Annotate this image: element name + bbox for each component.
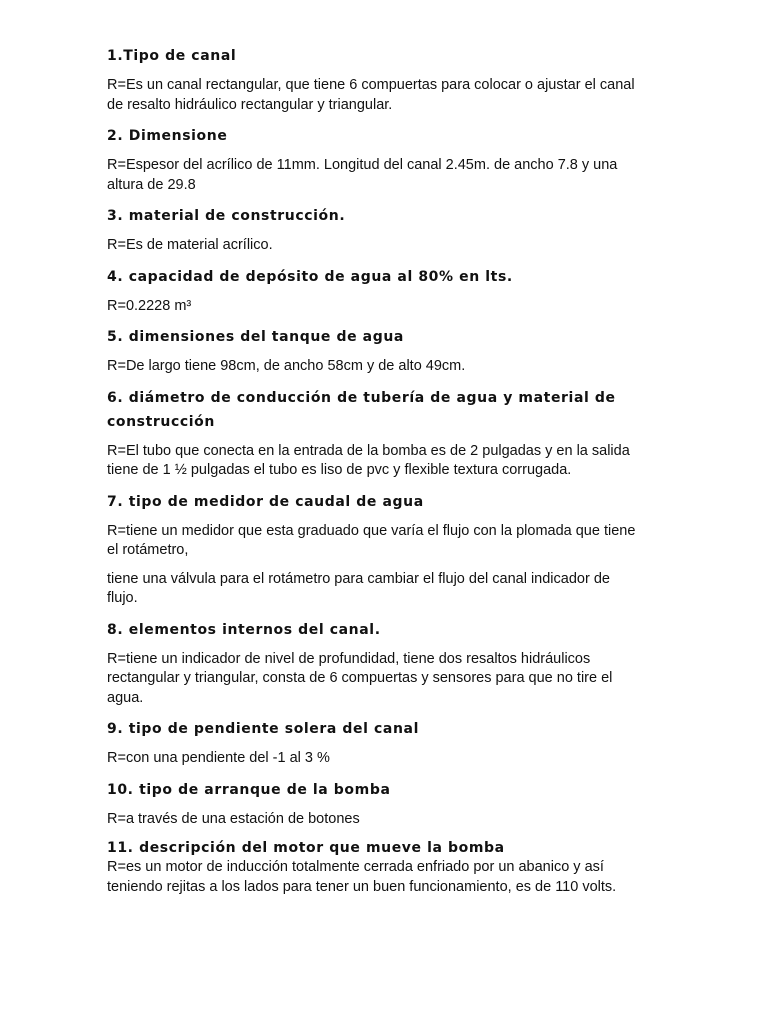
qa-item-3	[107, 204, 682, 256]
answer-text: R=con una pendiente del -1 al 3 %	[107, 750, 330, 766]
answer-text: R=Espesor del acrílico de 11mm. Longitud del canal 2.45m. de ancho 7.8 y una altura de 29.8	[107, 157, 618, 193]
answer-text: R=El tubo que conecta en la entrada de la bomba es de 2 pulgadas y en la salida tiene de 1 ½ pulgadas el tubo es liso de pvc y flexible textura corrugada.	[107, 442, 630, 478]
answer-text: R=0.2228 m³	[107, 297, 192, 314]
qa-item-1	[107, 44, 682, 115]
question-heading: 2. Dimensione	[107, 128, 228, 144]
qa-item-11	[107, 838, 682, 897]
answer-text: tiene una válvula para el rotámetro para cambiar el flujo del canal indicador de flujo.	[107, 570, 610, 606]
answer-text: R=tiene un indicador de nivel de profundidad, tiene dos resaltos hidráulicos rectangular y triangular, consta de 6 compuertas y sensores para que no tire el agua.	[107, 650, 613, 706]
document-page	[107, 44, 682, 906]
question-heading: 4. capacidad de depósito de agua al 80% en lts.	[107, 268, 513, 285]
qa-item-2	[107, 124, 682, 195]
answer-text: R=tiene un medidor que esta graduado que varía el flujo con la plomada que tiene el rotámetro,	[107, 522, 636, 558]
qa-item-7	[107, 490, 682, 609]
qa-item-8	[107, 618, 682, 709]
question-heading: 8. elementos internos del canal.	[107, 621, 381, 638]
answer-text: R=a través de una estación de botones	[107, 810, 360, 827]
question-heading: 10. tipo de arranque de la bomba	[107, 781, 391, 798]
question-heading: 5. dimensiones del tanque de agua	[107, 329, 404, 345]
answer-text: R=Es de material acrílico.	[107, 237, 273, 253]
qa-item-9	[107, 717, 682, 769]
question-heading: 7. tipo de medidor de caudal de agua	[107, 493, 424, 510]
answer-text: R=De largo tiene 98cm, de ancho 58cm y de alto 49cm.	[107, 358, 466, 374]
question-heading: 6. diámetro de conducción de tubería de agua y material de construcción	[107, 389, 616, 430]
answer-text: R=Es un canal rectangular, que tiene 6 compuertas para colocar o ajustar el canal de resalto hidráulico rectangular y triangular.	[107, 77, 635, 113]
answer-text: R=es un motor de inducción totalmente cerrada enfriado por un abanico y así teniendo rejitas a los lados para tener un buen funcionamiento, es de 110 volts.	[107, 859, 617, 895]
question-heading: 3. material de construcción.	[107, 208, 346, 224]
question-heading: 9. tipo de pendiente solera del canal	[107, 721, 419, 737]
qa-item-4	[107, 265, 682, 317]
qa-item-5	[107, 325, 682, 377]
question-heading: 1.Tipo de canal	[107, 48, 237, 64]
qa-item-6	[107, 386, 682, 481]
question-heading: 11. descripción del motor que mueve la bomba	[107, 840, 505, 856]
qa-item-10	[107, 778, 682, 830]
